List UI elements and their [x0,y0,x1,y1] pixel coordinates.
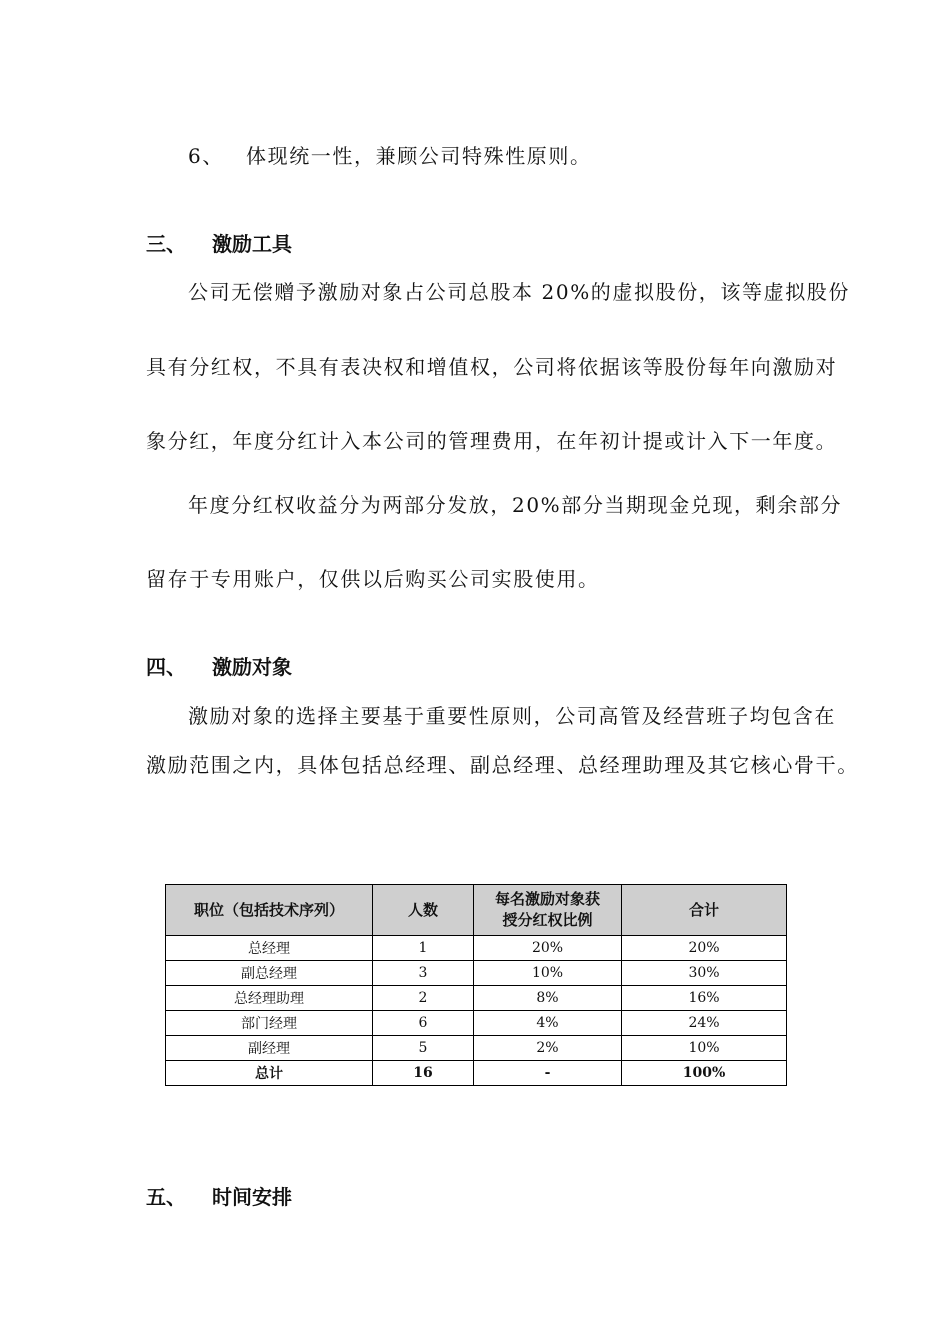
section-4-number: 四、 [146,655,186,679]
section-4-para-line2: 激励范围之内，具体包括总经理、副总经理、总经理助理及其它核心骨干。 [146,753,859,777]
section-3-heading [146,228,446,254]
cell-position: 部门经理 [166,1011,373,1036]
section-4-title: 激励对象 [212,655,292,679]
header-ratio-line2: 授分红权比例 [502,911,593,929]
cell-position: 副总经理 [166,961,373,986]
cell-position: 副经理 [166,1036,373,1061]
cell-total: 16% [622,986,787,1011]
cell-count: 2 [373,986,474,1011]
cell-count: 5 [373,1036,474,1061]
header-position: 职位（包括技术序列） [166,885,373,936]
total-position: 总计 [166,1061,373,1086]
cell-count: 1 [373,936,474,961]
section-5-title: 时间安排 [212,1185,292,1209]
total-ratio: - [474,1061,622,1086]
section-3-para2-line1: 年度分红权收益分为两部分发放，20%部分当期现金兑现，剩余部分 [188,493,843,517]
table-header-row [166,885,787,936]
section-3-title: 激励工具 [212,232,292,256]
cell-total: 24% [622,1011,787,1036]
principle-6-line [188,140,592,169]
header-ratio [474,885,622,936]
section-3-para1-line2: 具有分红权，不具有表决权和增值权，公司将依据该等股份每年向激励对 [146,355,838,379]
cell-count: 3 [373,961,474,986]
section-5-heading [146,1181,446,1207]
table-row [166,1036,787,1061]
section-3-number: 三、 [146,232,186,256]
cell-count: 6 [373,1011,474,1036]
cell-ratio: 4% [474,1011,622,1036]
cell-total: 10% [622,1036,787,1061]
section-3-para1-line3: 象分红，年度分红计入本公司的管理费用，在年初计提或计入下一年度。 [146,429,838,453]
cell-ratio: 10% [474,961,622,986]
total-total: 100% [622,1061,787,1086]
table-total-row [166,1061,787,1086]
principle-6-text: 体现统一性，兼顾公司特殊性原则。 [246,144,592,168]
section-3-para1-line1: 公司无偿赠予激励对象占公司总股本 20%的虚拟股份，该等虚拟股份 [188,280,851,304]
header-ratio-line1: 每名激励对象获 [494,890,600,908]
total-count: 16 [373,1061,474,1086]
cell-ratio: 2% [474,1036,622,1061]
incentive-allocation-table [165,884,787,1086]
cell-position: 总经理 [166,936,373,961]
section-5-number: 五、 [146,1185,186,1209]
header-count: 人数 [373,885,474,936]
header-total: 合计 [622,885,787,936]
cell-ratio: 8% [474,986,622,1011]
section-4-para-line1: 激励对象的选择主要基于重要性原则，公司高管及经营班子均包含在 [188,704,836,728]
cell-total: 20% [622,936,787,961]
table-row [166,986,787,1011]
section-4-heading [146,651,446,677]
section-3-para2-line2: 留存于专用账户，仅供以后购买公司实股使用。 [146,567,600,591]
table-row [166,1011,787,1036]
table-row [166,961,787,986]
cell-total: 30% [622,961,787,986]
cell-ratio: 20% [474,936,622,961]
principle-6-number: 6、 [188,144,224,168]
cell-position: 总经理助理 [166,986,373,1011]
table-row [166,936,787,961]
